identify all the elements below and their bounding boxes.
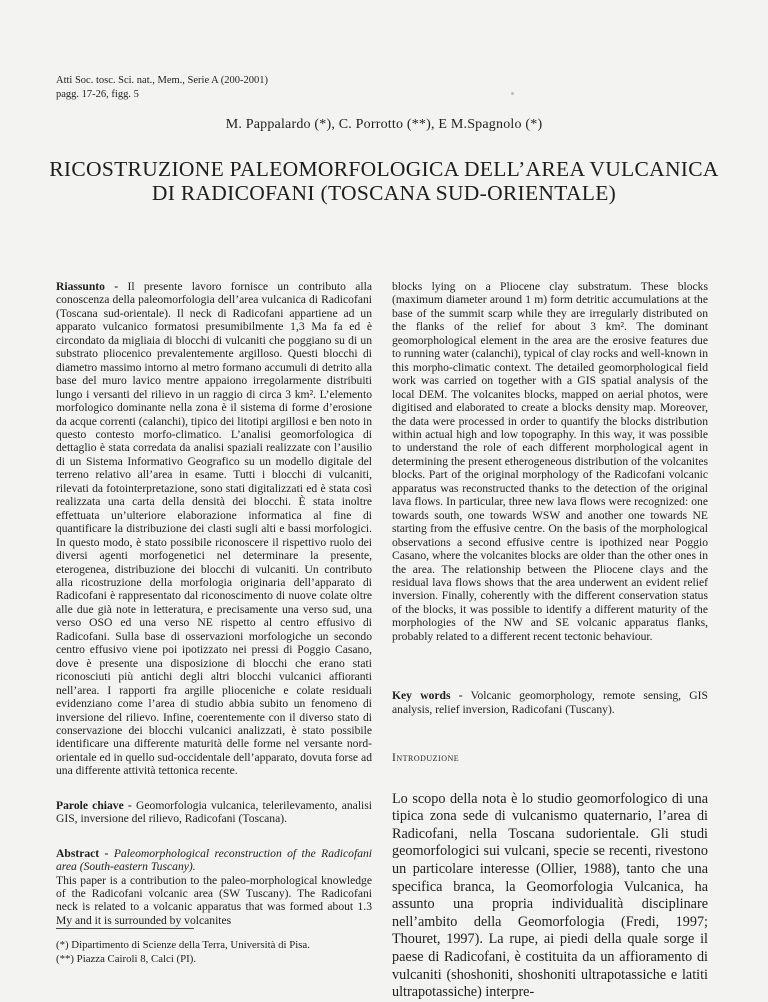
parole-chiave-text: Geomorfologia vulcanica, telerilevamento, analisi GIS, inversione del rilievo, Radicofani (Toscana).: [56, 798, 372, 826]
paper-title-line1: RICOSTRUZIONE PALEOMORFOLOGICA DELL’AREA VULCANICA: [49, 157, 719, 181]
key-words-paragraph: [392, 689, 708, 716]
footnote-2: (**) Piazza Cairoli 8, Calci (PI).: [56, 953, 197, 966]
speck: [511, 92, 514, 95]
right-column: [392, 280, 708, 1002]
parole-chiave-paragraph: [56, 799, 372, 826]
paper-title-line2: DI RADICOFANI (TOSCANA SUD-ORIENTALE): [151, 181, 617, 205]
parole-chiave-label: Parole chiave -: [56, 798, 132, 812]
introduzione-heading: Introduzione: [392, 752, 460, 765]
paper-title: [0, 157, 768, 205]
journal-reference-line2: pagg. 17-26, figg. 5: [56, 89, 139, 100]
left-column: [56, 280, 372, 927]
journal-reference: [56, 74, 268, 102]
introduzione-text: Lo scopo della nota è lo studio geomorfologico di una tipica zona sede di vulcanismo quaternario, l’area di Radicofani, nella Toscana sudorientale. Gli studi geomorfologici sui vulcani, specie se recenti, rivestono un particolare interesse (Ollier, 1988), tanto che una specifica branca, la Geomorfologia Vulcanica, ha assunto una propria individualità disciplinare nell’ambito della Geomorfologia (Fredi, 1997; Thouret, 1997). La rupe, ai piedi della quale sorge il paese di Radicofani, è costituita da un affioramento di vulcaniti (shoshoniti, shoshoniti ultrapotassiche e latiti ultrapotassiche) interpre-: [392, 790, 708, 1001]
key-words-text: Volcanic geomorphology, remote sensing, GIS analysis, relief inversion, Radicofani (Tuscany).: [392, 689, 708, 716]
key-words-label: Key words -: [392, 689, 463, 703]
riassunto-label: Riassunto -: [56, 280, 119, 293]
footnote-1: (*) Dipartimento di Scienze della Terra, Università di Pisa.: [56, 939, 310, 951]
abstract-paragraph: [56, 847, 372, 874]
authors: M. Pappalardo (*), C. Porrotto (**), E M.Spagnolo (*): [225, 117, 543, 132]
abstract-italic-title: Paleomorphological reconstruction of the Radicofani area (South-eastern Tuscany).: [56, 846, 373, 874]
riassunto-paragraph: [56, 280, 372, 778]
footnotes: [56, 938, 310, 966]
riassunto-text: Il presente lavoro fornisce un contributo alla conoscenza della paleomorfologia dell’area vulcanica di Radicofani (Toscana sud-orientale). Il neck di Radicofani appartiene ad un apparato vulcanico formatosi presumibilmente 1,3 Ma fa ed è circondato da migliaia di blocchi di vulcaniti che poggiano su di un substrato pliocenico prevalentemente argilloso. Questi blocchi di diametro massimo intorno al metro formano accumuli di detrito alla base del muro lavico mentre appaiono irregolarmente distribuiti lungo i versanti del rilievo in un raggio di circa 3 km². L’elemento morfologico dominante nella zona è il sistema di forme d’erosione da acque correnti (calanchi), tipico dei litotipi argillosi e ben noto in questo contesto morfo-climatico. L’analisi geomorfologica di dettaglio è stata corredata da analisi spaziali realizzate con l’ausilio di un Sistema Informativo Geografico su un modello digitale del terreno relativo all’area in esame. Tutti i blocchi di vulcaniti, rilevati da fotointerpretazione, sono stati digitalizzati ed è stata così realizzata una carta della densità dei blocchi. È stata inoltre effettuata un’ulteriore elaborazione informatica al fine di quantificare la distribuzione dei clasti sugli alti e bassi morfologici. In questo modo, è stato possibile riconoscere il rispettivo ruolo dei diversi agenti morfogenetici nel determinare la presente, eterogenea, distribuzione dei blocchi di vulcaniti. Un contributo alla ricostruzione della morfologia originaria dell’apparato di Radicofani è rappresentato dal riconoscimento di nuove colate oltre alle due già note in letteratura, e precisamente una verso sud, una verso OSO ed una verso NE rispetto al centro effusivo di Radicofani. Sulla base di osservazioni morfologiche un secondo centro effusivo viene poi ipotizzato nei pressi di Poggio Casano, dove è presente una disposizione di blocchi che erano stati riconosciuti più antichi degli altri blocchi vulcanici affioranti nell’area. I rapporti fra argille plioceniche e colate residuali evidenziano come l’area di studio abbia subito un fenomeno di inversione del rilievo. Infine, coerentemente con il diverso stato di conservazione dei blocchi vulcanici analizzati, è stato possibile identificare una differente maturità delle forme nel versante nord-orientale ed in quello sud-occidentale dell’apparato, dovuta forse ad una differente attività tettonica recente.: [56, 280, 372, 778]
abstract-text-right: blocks lying on a Pliocene clay substratum. These blocks (maximum diameter around 1 m) form detritic accumulations at the base of the summit scarp while they are irregularly distributed on the flanks of the relief for about 3 km². The dominant geomorphological element in the area are the erosive features due to running water (calanchi), typical of clay rocks and well-known in this morpho-climatic context. The detailed geomorphological field work was carried on together with a GIS spatial analysis of the local DEM. The volcanites blocks, mapped on aerial photos, were digitised and elaborated to create a blocks density map. Moreover, the data were processed in order to quantify the blocks distribution within actual high and low topography. In this way, it was possible to understand the role of each different morphological agent in determining the present etherogeneous distribution of the volcanites blocks. Part of the original morphology of the Radicofani volcanic apparatus was reconstructed thanks to the detection of the original lava flows. In particular, three new lava flows were recognized: one towards south, one towards WSW and another one towards NE starting from the effusive centre. On the basis of the morphological observations a second effusive centre is ipothized near Poggio Casano, where the volcanites blocks are older than the other ones in the area. The relationship between the Pliocene clays and the residual lava flows shows that the area underwent an evident relief inversion. Finally, coherently with the different conservation status of the blocks, it was possible to identify a different maturity of the morphologies of the NW and SE volcanic apparatus flanks, probably related to a different recent tectonic behaviour.: [392, 280, 708, 643]
footnote-divider: [56, 928, 194, 929]
abstract-text-left: This paper is a contribution to the paleo-morphological knowledge of the Radicofani volcanic area (SW Tuscany). The Radicofani neck is related to a volcanic apparatus that was formed about 1.3 My and it is surrounded by volcanites: [56, 873, 372, 927]
abstract-label: Abstract -: [56, 846, 109, 860]
journal-reference-line1: Atti Soc. tosc. Sci. nat., Mem., Serie A (200-2001): [56, 75, 269, 86]
